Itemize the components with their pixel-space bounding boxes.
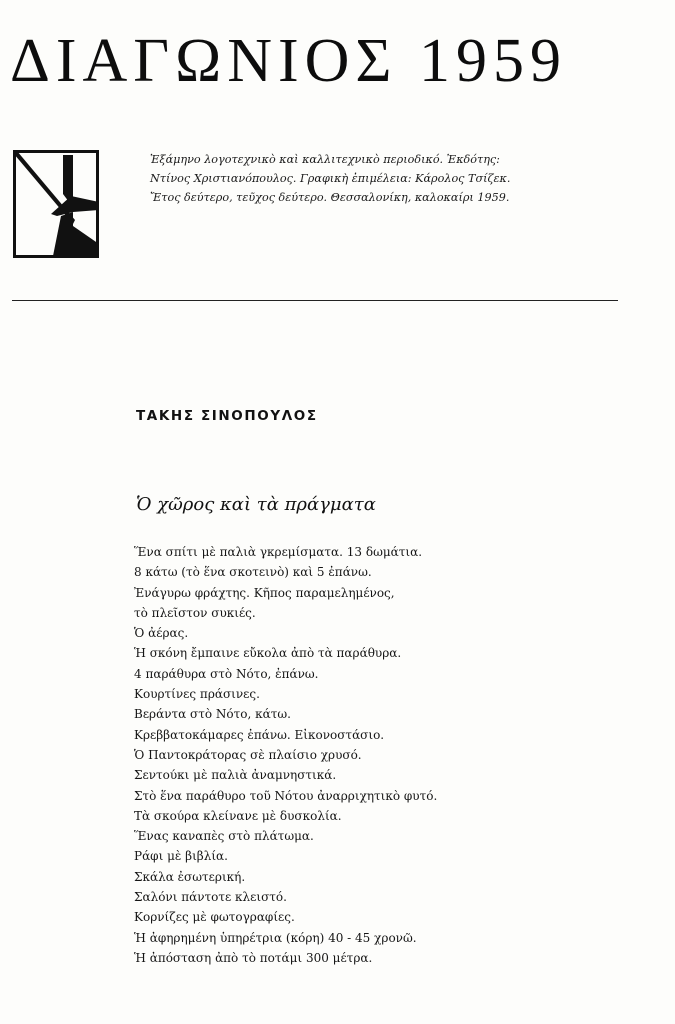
journal-masthead: ΔΙΑΓΩΝΙΟΣ 1959 bbox=[10, 27, 567, 95]
colophon-line: Ντίνος Χριστιανόπουλος. Γραφικὴ ἐπιμέλεια: Κάρολος Τσίζεκ. bbox=[150, 172, 511, 185]
author-name: ΤΑΚΗΣ ΣΙΝΟΠΟΥΛΟΣ bbox=[136, 408, 318, 424]
poem-line: Ράφι μὲ βιβλία. bbox=[134, 849, 228, 864]
horizontal-rule bbox=[12, 300, 618, 301]
colophon-line: Ἔτος δεύτερο, τεῦχος δεύτερο. Θεσσαλονίκη, καλοκαίρι 1959. bbox=[150, 191, 510, 204]
poem-line: Ἐνάγυρω φράχτης. Κῆπος παραμελημένος, bbox=[134, 585, 395, 600]
poem-line: Ἡ ἀπόσταση ἀπὸ τὸ ποτάμι 300 μέτρα. bbox=[134, 950, 373, 965]
poem-line: Κρεββατοκάμαρες ἐπάνω. Εἰκονοστάσιο. bbox=[134, 727, 385, 742]
poem-line: Σκάλα ἐσωτερική. bbox=[134, 869, 246, 884]
poem-title: Ὁ χῶρος καὶ τὰ πράγματα bbox=[136, 494, 376, 515]
poem-line: 4 παράθυρα στὸ Νότο, ἐπάνω. bbox=[134, 666, 319, 681]
colophon-line: Ἑξάμηνο λογοτεχνικὸ καὶ καλλιτεχνικὸ περιοδικό. Ἐκδότης: bbox=[150, 153, 500, 166]
poem-line: Σεντούκι μὲ παλιὰ ἀναμνηστικά. bbox=[134, 768, 337, 783]
poem-line: Τὰ σκούρα κλείνανε μὲ δυσκολία. bbox=[134, 808, 342, 823]
poem-line: Ἕνας καναπὲς στὸ πλάτωμα. bbox=[134, 829, 314, 844]
poem-body bbox=[134, 542, 634, 968]
poem-line: Ἡ ἀφηρημένη ὑπηρέτρια (κόρη) 40 - 45 χρονῶ. bbox=[134, 930, 417, 945]
journal-logo bbox=[13, 150, 99, 258]
poem-line: Ἕνα σπίτι μὲ παλιὰ γκρεμίσματα. 13 δωμάτια. bbox=[134, 545, 423, 559]
poem-line: Ὁ ἀέρας. bbox=[134, 626, 189, 641]
poem-line: τὸ πλεῖστον συκιές. bbox=[134, 605, 256, 620]
poem-line: 8 κάτω (τὸ ἕνα σκοτεινὸ) καὶ 5 ἐπάνω. bbox=[134, 565, 372, 580]
poem-line: Σαλόνι πάντοτε κλειστό. bbox=[134, 890, 287, 905]
poem-line: Κορνίζες μὲ φωτογραφίες. bbox=[134, 910, 295, 925]
colophon bbox=[150, 150, 630, 207]
poem-line: Βεράντα στὸ Νότο, κάτω. bbox=[134, 707, 291, 722]
poem-line: Ὁ Παντοκράτορας σὲ πλαίσιο χρυσό. bbox=[134, 747, 362, 762]
poem-line: Κουρτίνες πράσινες. bbox=[134, 687, 260, 702]
poem-line: Ἡ σκόνη ἔμπαινε εὔκολα ἀπὸ τὰ παράθυρα. bbox=[134, 646, 402, 661]
poem-line: Στὸ ἕνα παράθυρο τοῦ Νότου ἀναρριχητικὸ φυτό. bbox=[134, 788, 438, 803]
